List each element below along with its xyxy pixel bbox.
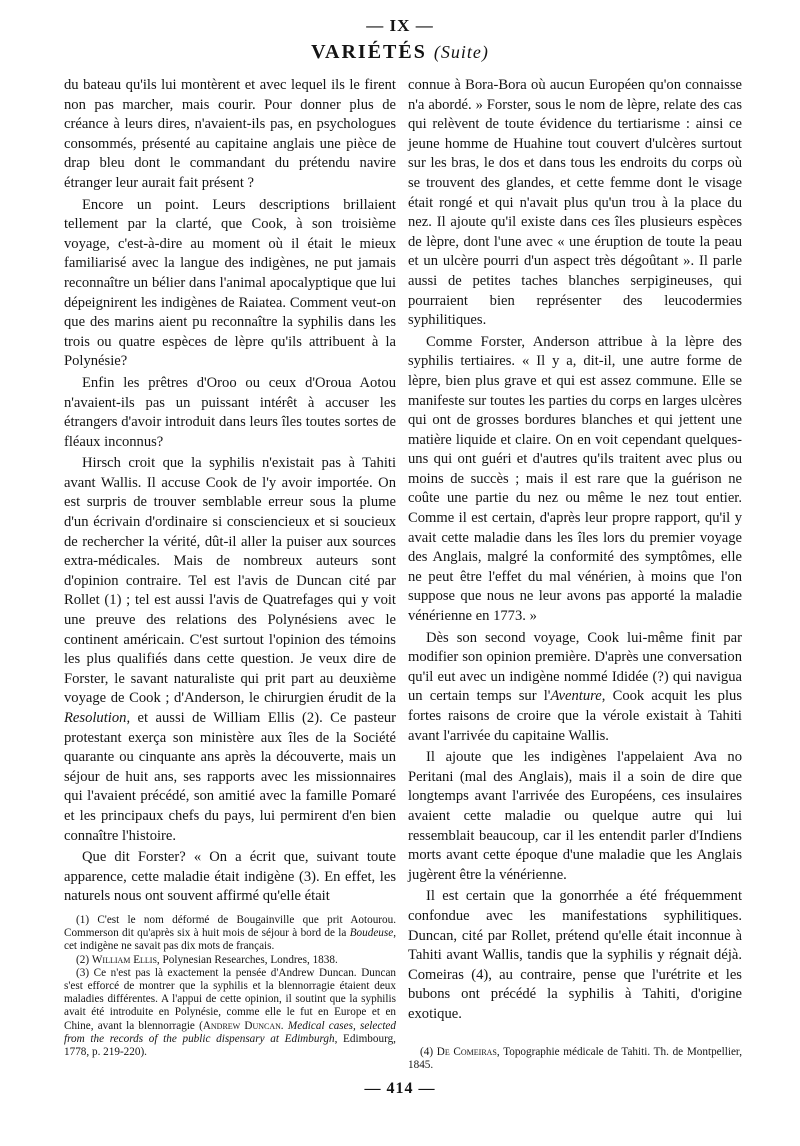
- footnotes-left: [64, 914, 396, 1059]
- footnote-1: [64, 914, 396, 954]
- footnote-2-author: William Ellis: [91, 953, 157, 966]
- footnote-1-text-a: (1) C'est le nom déformé de Bougainville que prit Aotourou. Commerson dit qu'après six à huit mois de séjour à bord de la: [64, 914, 396, 940]
- page-roman-numeral: — IX —: [366, 16, 434, 35]
- right-paragraph-4: Il ajoute que les indigènes l'appelaient Ava no Peritani (mal des Anglais), mais il a soin de dire que longtemps avant l'arrivée des Européens, ces insulaires avaient cette maladie ou quelque autre qui lui ressemblait beaucoup, car il les entendit parler d'Indiens morts avant cette époque d'une maladie que les Anglais jugèrent être la vénérienne.: [408, 749, 742, 883]
- left-paragraph-4: [64, 454, 396, 846]
- right-paragraph-2: Comme Forster, Anderson attribue à la lèpre des syphilis tertiaires. « Il y a, dit-il, une autre forme de lèpre, bien plus grave et qui est assez commune. Elle se manifeste sur toutes les parties du corps en larges ulcères qui ont de grosses bordures blanches et qui jettent une matière liquide et claire. On en voit cependant quelques-uns qui ont guéri et d'autres qu'ils traitent avec plus ou moins de succès ; mais il est rare que la guérison ne coûte une partie du nez ou même le nez tout entier. Comme il est certain, d'après leur propre rapport, qu'il y avait cette maladie dans les îles lors du premier voyage des Anglais, malgré la conformité des symptômes, elle ne peut être l'effet du mal vénérien, à moins que l'on suppose que nous ne leur avons pas apporté la maladie vénérienne en 1773. »: [408, 333, 742, 625]
- footnote-4-text: , Topographie médicale de Tahiti. Th. de Montpellier, 1845.: [408, 1046, 742, 1072]
- footnote-2-number: (2): [76, 953, 92, 966]
- section-title: VARIÉTÉS: [311, 41, 427, 63]
- footnote-4-author: De Comeiras: [436, 1046, 497, 1058]
- section-suffix: (Suite): [433, 42, 489, 62]
- ship-name-aventure: Aventure: [550, 688, 602, 705]
- left-paragraph-5: Que dit Forster? « On a écrit que, suivant toute apparence, cette maladie était indigène (3). En effet, les naturels nous ont souvent affirmé qu'elle était: [64, 849, 396, 905]
- footnote-3-text-b: , Edimbourg, 1778, p. 219-220).: [64, 1032, 396, 1059]
- left-paragraph-2: Encore un point. Leurs descriptions brillaient tellement par la clarté, que Cook, à son troisième voyage, c'est-à-dire au moment où il était le mieux familiarisé avec la langue des indigènes, ne put jamais reconnaître un bélier dans l'animal apocalyptique que lui dépeignirent les indigènes de Raiatea. Comment veut-on que des marins aient pu reconnaître la syphilis dans les trois ou quatre espèces de lèpre qu'ils attribuent à la Polynésie?: [64, 196, 396, 370]
- right-paragraph-3: [408, 629, 742, 747]
- right-paragraph-5: Il est certain que la gonorrhée a été fréquemment confondue avec les manifestations syphilitiques. Duncan, cité par Rollet, prétend qu'elle était inconnue à Tahiti avant Wallis, tandis que la syphilis y régnait déjà. Comeiras (4), au contraire, pense que l'urétrite et les bubons ont précédé la syphilis à Tahiti, d'origine exotique.: [408, 888, 742, 1022]
- footnote-3-author: Andrew Duncan: [202, 1019, 281, 1032]
- left-paragraph-4-text-b: , et aussi de William Ellis (2). Ce pasteur protestant exerça son ministère aux îles de la Société quarante ou cinquante ans après la découverte, mais un séjour de huit ans, ses rapports avec les missionnaires qui l'avaient précédé, son amitié avec la famille Pomaré et les principaux chefs du pays, lui permirent d'en bien connaître l'histoire.: [64, 710, 396, 844]
- ship-name-boudeuse: Boudeuse: [349, 927, 394, 940]
- footnote-2-text: , Polynesian Researches, Londres, 1838.: [156, 953, 338, 966]
- ship-name-resolution: Resolution: [64, 710, 127, 726]
- footnote-2: [64, 954, 396, 967]
- right-paragraph-3-text-a: Dès son second voyage, Cook lui-même finit par modifier son opinion première. D'après une conversation qu'il eut avec un indigène nommé Ididée (?) qui navigua un certain temps sur l': [408, 629, 742, 705]
- footnote-4-number: (4): [420, 1046, 437, 1058]
- right-paragraph-3-text-b: , Cook acquit les plus fortes raisons de croire que la vérole existait à Tahiti avant l'arrivée du capitaine Wallis.: [408, 688, 742, 744]
- left-paragraph-4-text-a: Hirsch croit que la syphilis n'existait pas à Tahiti avant Wallis. Il accuse Cook de l'y avoir importée. On est surpris de trouver semblable erreur sous la plume d'un écrivain d'ordinaire si consciencieux et si soucieux de rechercher la vérité, dût-il aller la puiser aux sources extra-médicales. Mais de nombreux auteurs sont d'opinion contraire. Tel est l'avis de Duncan cité par Rollet (1) ; tel est aussi l'avis de Quatrefages qui y voit une preuve des relations des Polynésiens avec le continent américain. C'est surtout l'opinion des témoins les plus qualifiés dans cette question. Je veux dire de Forster, le savant naturaliste qui prit part au deuxième voyage de Cook ; d'Anderson, le chirurgien érudit de la: [64, 455, 396, 707]
- left-paragraph-3: Enfin les prêtres d'Oroo ou ceux d'Oroua Aotou n'avaient-ils pas un puissant intérêt à accuser les étrangers d'avoir introduit dans leurs îles toutes sortes de fléaux inconnus?: [64, 374, 396, 450]
- page-number: — 414 —: [364, 1080, 436, 1097]
- footnote-3: [64, 967, 396, 1059]
- right-paragraph-1: connue à Bora-Bora où aucun Européen qu'on connaisse n'a abordé. » Forster, sous le nom de lèpre, relate des cas qui relèvent de toute évidence du tertiarisme : ainsi ce jeune homme de Huahine tout couvert d'ulcères surtout sur les bras, le dos et dans tous les endroits du corps où se trouvent des glandes, et cette femme dont le visage était rongé et qui n'avait plus qu'un trou à la place du nez. Il ajoute qu'il existe dans ces îles plusieurs espèces de lèpre, dont l'une avec « une éruption de toute la peau et un ulcère pourri d'un aspect très dégoûtant ». Il parle aussi de petites taches blanches serpigineuses, qui pourraient bien représenter des leucodermies syphilitiques.: [408, 77, 742, 329]
- footnote-3-title: . Medical cases, selected from the records of the public dispensary at Edimburgh: [64, 1019, 396, 1045]
- footnote-1-text-b: , cet indigène ne savait pas dix mots de français.: [64, 927, 396, 953]
- footnote-3-text-a: (3) Ce n'est pas là exactement la pensée d'Andrew Duncan. Duncan s'est efforcé de montrer que la syphilis et la blennorragie étaient deux maladies différentes. A l'appui de cette opinion, il soutint que la syphilis avait été introduite en Polynésie, comme elle le fut en Europe et en Chine, avant la blennorragie (: [64, 966, 396, 1032]
- left-column: [64, 76, 396, 907]
- footnotes-right: [408, 1046, 742, 1072]
- section-header: [0, 41, 800, 64]
- left-paragraph-1: du bateau qu'ils lui montèrent et avec lequel ils le firent non pas marcher, mais courir. Pour donner plus de créance à leurs dires, n'avaient-ils pas, en psychologues consommés, présenté au capitaine anglais une pièce de drap bleu dont le commandant du prétendu navire étranger leur aurait fait présent ?: [64, 77, 396, 191]
- footnote-4: [408, 1046, 742, 1072]
- right-column: [408, 76, 742, 1025]
